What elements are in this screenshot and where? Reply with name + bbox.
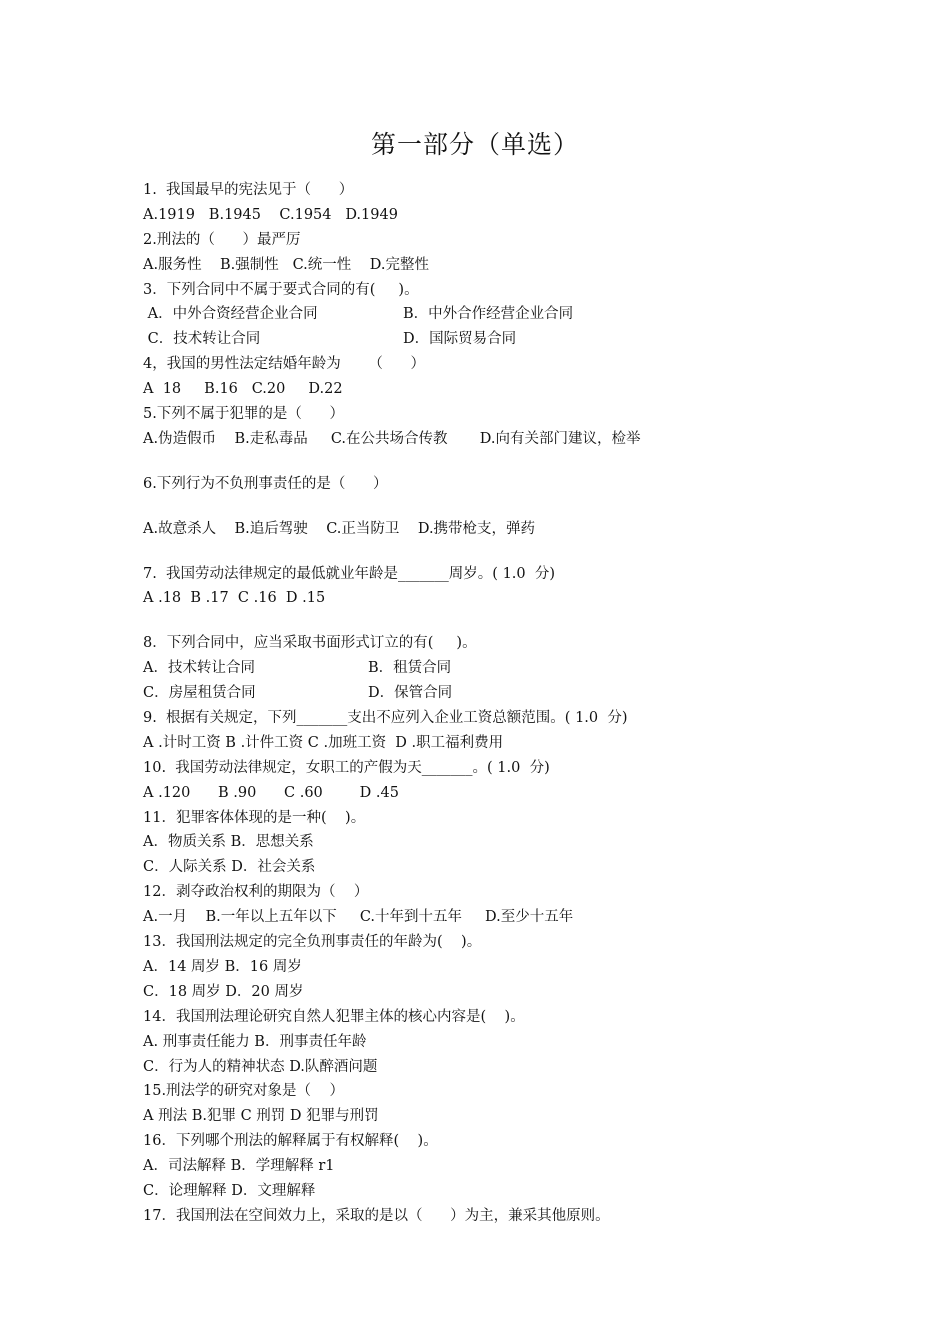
question-4: 4，我国的男性法定结婚年龄为 （ ）	[143, 356, 426, 373]
question-12: 12．剥夺政治权利的期限为（ ）	[143, 884, 369, 901]
spacer	[143, 611, 843, 631]
question-5: 5.下列不属于犯罪的是（ ）	[143, 406, 344, 423]
question-3: 3．下列合同中不属于要式合同的有( )。	[143, 281, 419, 298]
options-4: A 18 B.16 C.20 D.22	[143, 381, 343, 398]
question-2: 2.刑法的（ ）最严厉	[143, 231, 301, 248]
spacer	[143, 542, 843, 562]
option-8d: D．保管合同	[368, 685, 453, 702]
spacer	[143, 452, 843, 472]
option-8c: C．房屋租赁合同	[143, 685, 256, 702]
options-14-row-2: C．行为人的精神状态 D.队醉酒问题	[143, 1058, 378, 1075]
question-list	[143, 178, 843, 1229]
question-11: 11．犯罪客体体现的是一种( )。	[143, 809, 366, 826]
question-7: 7. 我国劳动法律规定的最低就业年龄是_______周岁。( 1.0 分)	[143, 565, 556, 582]
question-8: 8．下列合同中，应当采取书面形式订立的有( )。	[143, 635, 477, 652]
options-3-row-2	[143, 327, 843, 352]
option-3c: C．技术转让合同	[143, 331, 261, 348]
option-8b: B．租赁合同	[368, 660, 452, 677]
options-16-row-2: C．论理解释 D．文理解释	[143, 1182, 316, 1199]
question-10: 10. 我国劳动法律规定，女职工的产假为天_______。( 1.0 分)	[143, 759, 550, 776]
options-7: A .18 B .17 C .16 D .15	[143, 590, 326, 607]
options-12: A.一月 B.一年以上五年以下 C.十年到十五年 D.至少十五年	[143, 909, 574, 926]
spacer	[143, 497, 843, 517]
option-8a: A．技术转让合同	[143, 660, 255, 677]
options-11-row-1: A．物质关系 B．思想关系	[143, 834, 314, 851]
options-11-row-2: C．人际关系 D．社会关系	[143, 859, 316, 876]
question-13: 13．我国刑法规定的完全负刑事责任的年龄为( )。	[143, 934, 482, 951]
options-10: A .120 B .90 C .60 D .45	[143, 784, 399, 801]
options-6: A.故意杀人 B.追后驾驶 C.正当防卫 D.携带枪支，弹药	[143, 520, 536, 537]
question-17: 17．我国刑法在空间效力上，采取的是以（ ）为主，兼采其他原则。	[143, 1207, 610, 1224]
question-6: 6.下列行为不负刑事责任的是（ ）	[143, 475, 388, 492]
option-3a: A．中外合资经营企业合同	[143, 306, 318, 323]
options-14-row-1: A. 刑事责任能力 B．刑事责任年龄	[143, 1033, 367, 1050]
options-1: A.1919 B.1945 C.1954 D.1949	[143, 206, 398, 223]
options-8-row-2	[143, 681, 843, 706]
page-title: 第一部分（单选）	[370, 130, 579, 159]
option-3d: D．国际贸易合同	[403, 331, 517, 348]
question-15: 15.刑法学的研究对象是（ ）	[143, 1083, 344, 1100]
options-9: A .计时工资 B .计件工资 C .加班工资 D .职工福利费用	[143, 734, 504, 751]
options-16-row-1: A．司法解释 B．学理解释 r1	[143, 1158, 335, 1175]
options-8-row-1	[143, 656, 843, 681]
options-13-row-1: A．14 周岁 B．16 周岁	[143, 958, 302, 975]
question-1: 1. 我国最早的宪法见于（ ）	[143, 182, 354, 198]
options-13-row-2: C．18 周岁 D．20 周岁	[143, 983, 304, 1000]
question-14: 14．我国刑法理论研究自然人犯罪主体的核心内容是( )。	[143, 1008, 525, 1025]
options-15: A 刑法 B.犯罪 C 刑罚 D 犯罪与刑罚	[143, 1108, 379, 1125]
options-5: A.伪造假币 B.走私毒品 C.在公共场合传教 D.向有关部门建议，检举	[143, 430, 641, 447]
question-9: 9. 根据有关规定，下列_______支出不应列入企业工资总额范围。( 1.0 分)	[143, 710, 628, 727]
question-16: 16．下列哪个刑法的解释属于有权解释( )。	[143, 1133, 438, 1150]
options-2: A.服务性 B.强制性 C.统一性 D.完整性	[143, 256, 429, 273]
options-3-row-1	[143, 302, 843, 327]
option-3b: B．中外合作经营企业合同	[403, 306, 574, 323]
